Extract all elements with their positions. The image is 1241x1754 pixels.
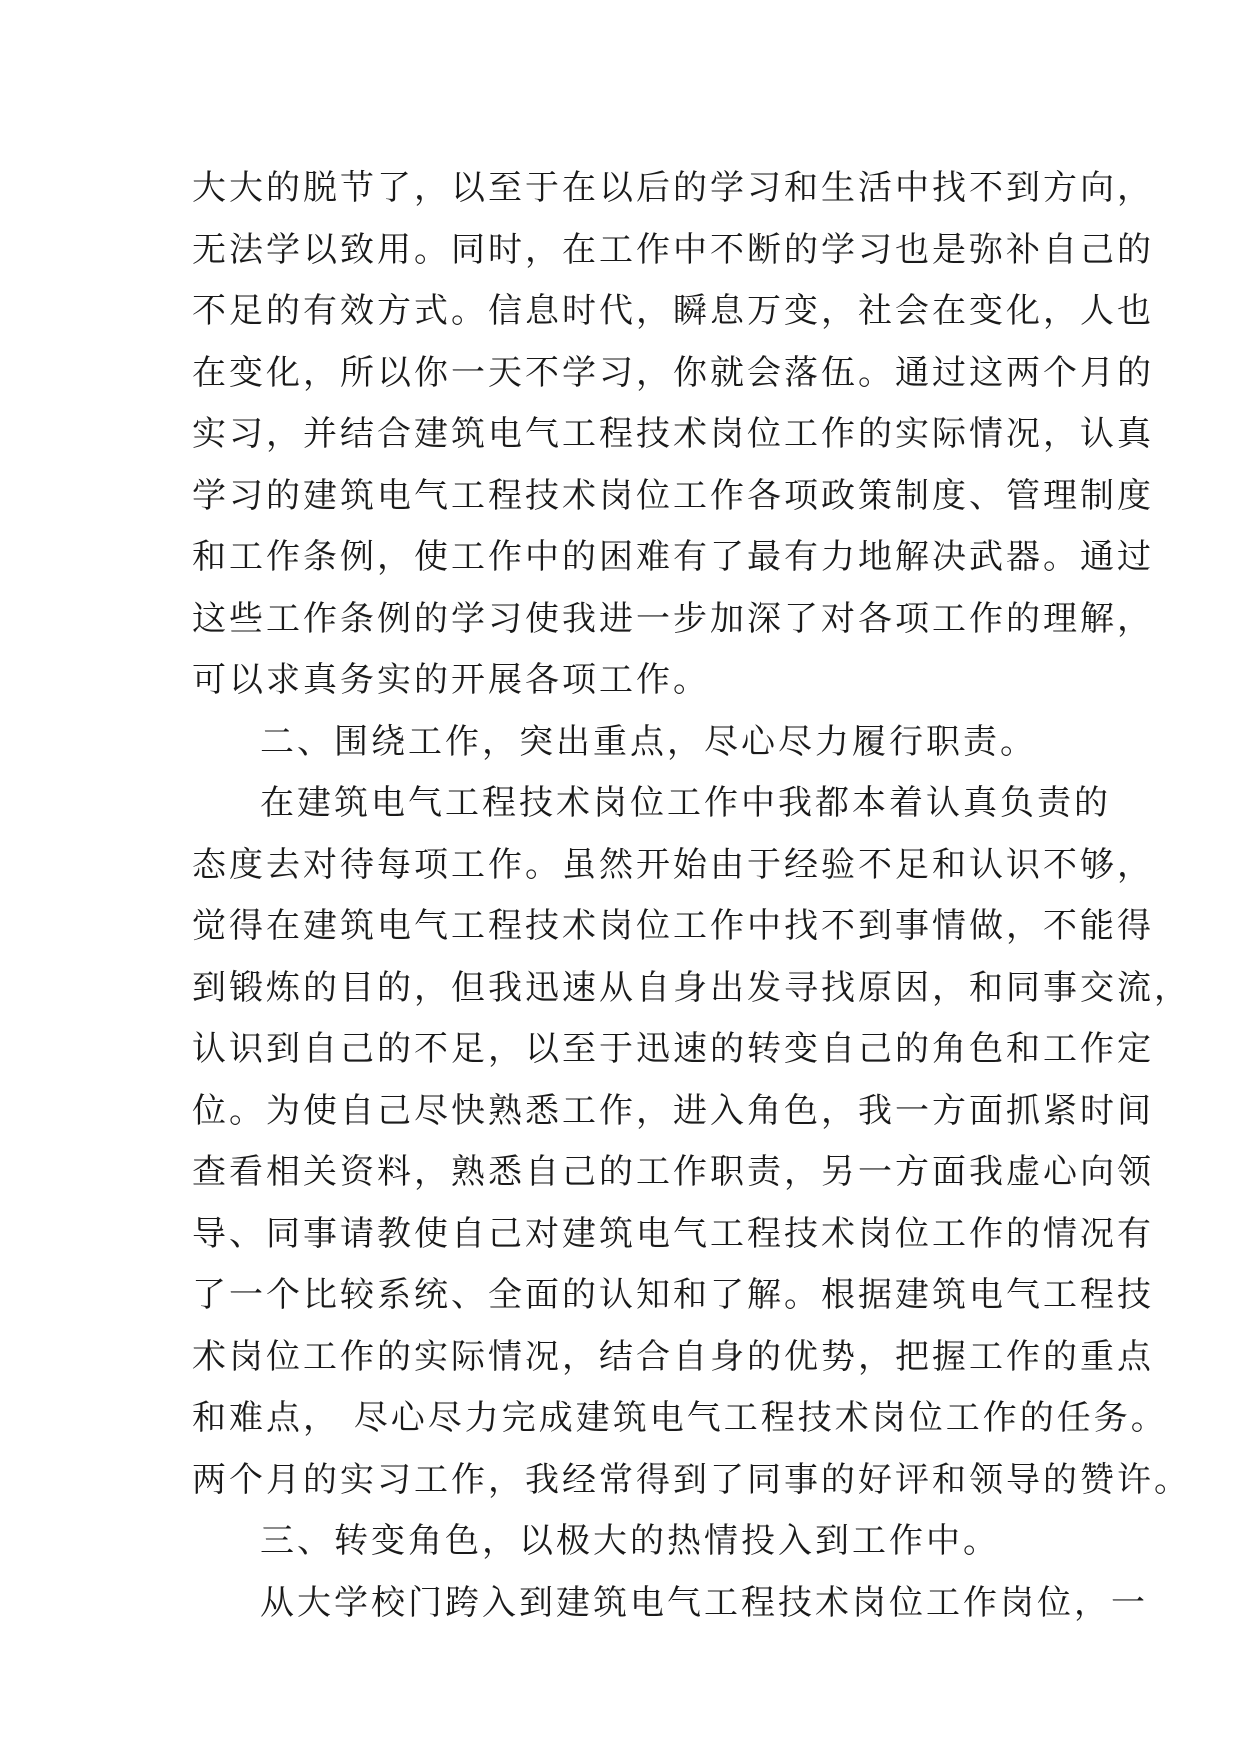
text-line: 这些工作条例的学习使我进一步加深了对各项工作的理解， — [192, 598, 1154, 639]
text-line: 和难点， 尽心尽力完成建筑电气工程技术岗位工作的任务。 — [192, 1398, 1168, 1438]
text-line: 大大的脱节了，以至于在以后的学习和生活中找不到方向， — [192, 168, 1154, 208]
text-line: 了一个比较系统、全面的认知和了解。根据建筑电气工程技 — [192, 1275, 1154, 1315]
document-body — [192, 158, 1191, 1634]
text-line: 三、转变角色，以极大的热情投入到工作中。 — [260, 1521, 1000, 1561]
text-line: 和工作条例，使工作中的困难有了最有力地解决武器。通过 — [192, 537, 1154, 577]
text-line: 在建筑电气工程技术岗位工作中我都本着认真负责的 — [260, 783, 1111, 823]
text-line: 认识到自己的不足，以至于迅速的转变自己的角色和工作定 — [192, 1029, 1154, 1069]
text-line: 态度去对待每项工作。虽然开始由于经验不足和认识不够， — [192, 844, 1154, 885]
text-line: 导、同事请教使自己对建筑电气工程技术岗位工作的情况有 — [192, 1213, 1154, 1254]
text-line: 到锻炼的目的，但我迅速从自身出发寻找原因，和同事交流， — [192, 967, 1191, 1008]
text-line: 从大学校门跨入到建筑电气工程技术岗位工作岗位，一 — [260, 1582, 1148, 1623]
text-line: 位。为使自己尽快熟悉工作，进入角色，我一方面抓紧时间 — [192, 1090, 1154, 1131]
text-line: 不足的有效方式。信息时代，瞬息万变，社会在变化，人也 — [192, 291, 1154, 331]
text-line: 无法学以致用。同时，在工作中不断的学习也是弥补自己的 — [192, 229, 1154, 270]
text-line: 两个月的实习工作，我经常得到了同事的好评和领导的赞许。 — [192, 1459, 1191, 1500]
text-line: 二、围绕工作，突出重点，尽心尽力履行职责。 — [260, 721, 1037, 762]
text-line: 实习，并结合建筑电气工程技术岗位工作的实际情况，认真 — [192, 414, 1154, 454]
text-line: 术岗位工作的实际情况，结合自身的优势，把握工作的重点 — [192, 1336, 1154, 1377]
text-line: 在变化，所以你一天不学习，你就会落伍。通过这两个月的 — [192, 352, 1154, 393]
text-line: 觉得在建筑电气工程技术岗位工作中找不到事情做，不能得 — [192, 906, 1154, 946]
text-line: 可以求真务实的开展各项工作。 — [192, 660, 710, 700]
text-line: 查看相关资料，熟悉自己的工作职责，另一方面我虚心向领 — [192, 1152, 1154, 1192]
text-line: 学习的建筑电气工程技术岗位工作各项政策制度、管理制度 — [192, 475, 1154, 516]
